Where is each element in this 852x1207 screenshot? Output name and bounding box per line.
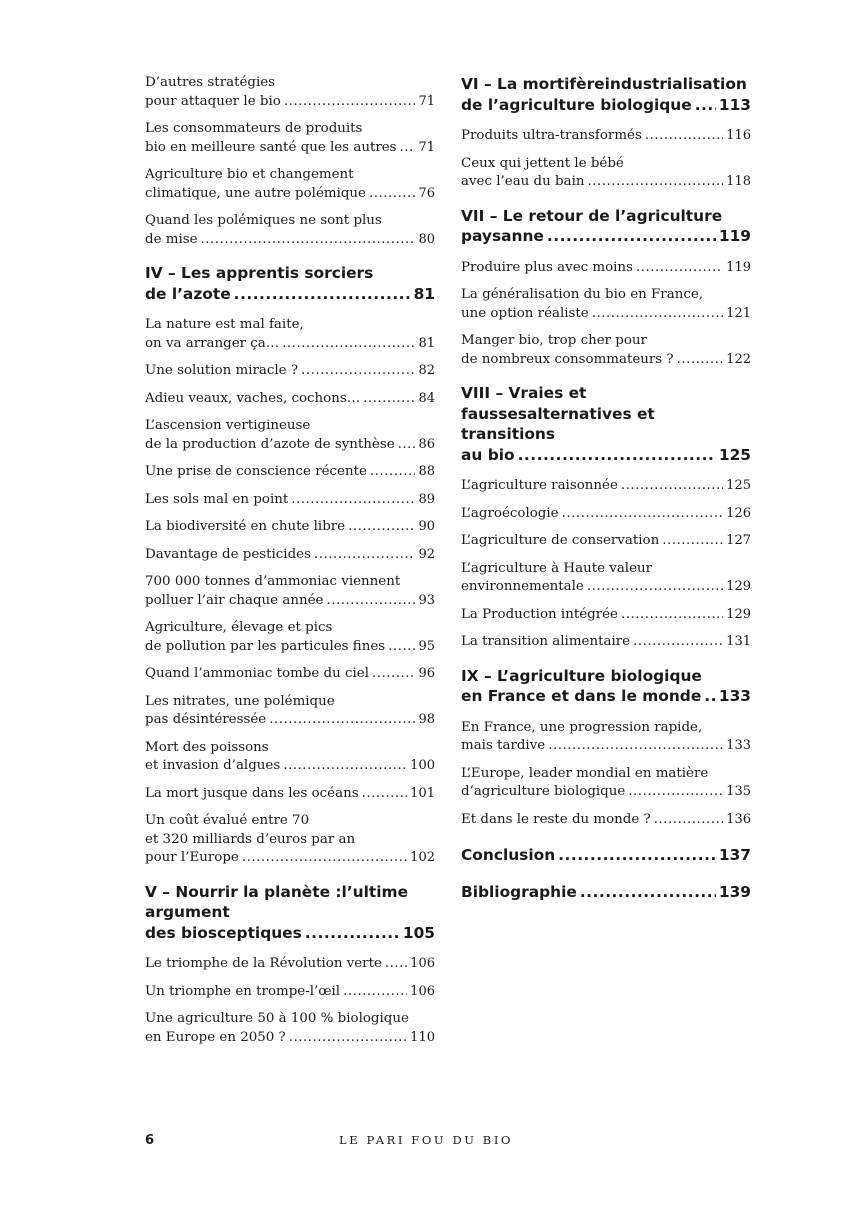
dot-leader <box>587 578 723 597</box>
toc-entry-line <box>145 546 435 565</box>
toc-page-number: 133 <box>718 687 751 705</box>
toc-left-column <box>145 74 435 1056</box>
toc-entry-line <box>461 633 751 652</box>
toc-entry-title-line: en France et dans le monde <box>461 687 702 705</box>
toc-page-number: 98 <box>418 712 435 727</box>
dot-leader <box>558 845 716 866</box>
toc-entry-title-line: Mort des poissons <box>145 739 269 755</box>
toc-entry-title-line: une option réaliste <box>461 305 589 321</box>
toc-page-number: 113 <box>718 95 751 114</box>
toc-entry <box>145 362 435 381</box>
toc-entry-line <box>461 259 751 278</box>
toc-entry-line <box>145 231 435 250</box>
toc-entry-line <box>461 95 751 116</box>
toc-page-number: 102 <box>410 850 435 865</box>
toc-entry <box>145 166 435 203</box>
toc-page-number: 71 <box>418 93 435 109</box>
toc-entry-line <box>145 463 435 482</box>
toc-entry-title-line: de l’azote <box>145 284 231 303</box>
toc-entry-title-line: climatique, une autre polémique <box>145 185 366 201</box>
dot-leader <box>388 638 415 657</box>
toc-page-number: 135 <box>726 784 751 799</box>
toc-entry-title-line: Agriculture, élevage et pics <box>145 620 333 635</box>
toc-entry <box>145 316 435 353</box>
toc-entry <box>145 693 435 730</box>
toc-entry-line <box>461 505 751 524</box>
toc-entry <box>145 463 435 482</box>
toc-entry <box>461 811 751 830</box>
toc-entry <box>461 606 751 625</box>
toc-page-number: 88 <box>418 464 435 479</box>
toc-entry-line <box>461 351 751 370</box>
toc-entry <box>145 518 435 537</box>
toc-entry-title-line: de pollution par les particules fines <box>145 638 386 654</box>
dot-leader <box>314 546 416 565</box>
toc-entry-title-line: Produire plus avec moins <box>461 259 633 275</box>
dot-leader <box>518 445 716 466</box>
toc-entry-title-line: La nature est mal faite, <box>145 317 304 332</box>
toc-entry-line <box>145 93 435 112</box>
toc-entry-title-line: Davantage de pesticides <box>145 546 311 562</box>
dot-leader <box>362 785 408 804</box>
dot-leader <box>645 127 723 146</box>
toc-page-number: 90 <box>418 519 435 534</box>
toc-entry-title-line: La biodiversité en chute libre <box>145 519 346 534</box>
toc-entry-line <box>145 362 435 381</box>
toc-entry-line <box>461 882 751 903</box>
toc-entry <box>145 665 435 684</box>
toc-entry-title-line: Conclusion <box>461 846 556 864</box>
toc-entry-title-line: La mort jusque dans les océans <box>145 785 359 801</box>
toc-entry-title-line: Adieu veaux, vaches, cochons… <box>145 390 361 406</box>
dot-leader <box>621 606 723 625</box>
toc-entry-title-line: La généralisation du bio en France, <box>461 287 703 302</box>
toc-chapter-heading <box>461 666 751 707</box>
toc-entry-title-line: V – Nourrir la planète : <box>145 882 342 901</box>
toc-entry-title-line: en Europe en 2050 ? <box>145 1029 286 1045</box>
toc-page-number: 106 <box>410 956 435 971</box>
dot-leader <box>348 518 415 537</box>
toc-entry-title-line: Un coût évalué entre 70 <box>145 813 310 828</box>
toc-entry-title-line: paysanne <box>461 227 544 245</box>
page-number: 6 <box>145 1133 155 1148</box>
toc-entry-title-line: pour l’Europe <box>145 850 239 865</box>
toc-entry-line <box>461 783 751 802</box>
toc-entry-title-line: IX – L’agriculture biologique <box>461 666 702 685</box>
dot-leader <box>284 93 416 112</box>
toc-page-number: 100 <box>410 758 435 773</box>
toc-entry-title-line: et 320 milliards d’euros par an <box>145 831 356 847</box>
toc-entry <box>461 633 751 652</box>
toc-page-number: 105 <box>402 923 435 942</box>
toc-chapter-heading <box>461 74 751 115</box>
dot-leader <box>704 686 716 707</box>
toc-entry-title-line: L’agriculture à Haute valeur <box>461 560 653 576</box>
toc-entry-title-line: D’autres stratégies <box>145 75 276 90</box>
toc-entry-title-line: VI – La mortifère <box>461 75 605 93</box>
toc-entry-line <box>461 686 751 707</box>
toc-page-number: 101 <box>410 785 435 801</box>
toc-entry <box>145 491 435 510</box>
toc-entry <box>461 532 751 551</box>
toc-entry-title-line: La transition alimentaire <box>461 634 631 649</box>
toc-entry <box>145 785 435 804</box>
dot-leader <box>291 491 415 510</box>
toc-page-number: 82 <box>418 363 435 378</box>
toc-entry-title-line: polluer l’air chaque année <box>145 592 324 608</box>
toc-page-number: 81 <box>413 284 435 303</box>
toc-entry-title-line: l’ultime argument <box>145 882 409 921</box>
toc-entry-title-line: de l’agriculture biologique <box>461 95 692 114</box>
toc-page-number: 89 <box>418 491 435 507</box>
toc-entry <box>461 155 751 192</box>
dot-leader <box>201 231 416 250</box>
toc-page-number: 92 <box>418 546 435 562</box>
toc-entry-title-line: des biosceptiques <box>145 923 302 942</box>
toc-page-number: 118 <box>726 174 751 189</box>
toc-entry-title-line: L’ascension vertigineuse <box>145 418 311 433</box>
toc-entry <box>145 983 435 1002</box>
dot-leader <box>695 95 716 116</box>
toc-entry <box>461 505 751 524</box>
toc-entry-title-line: Un triomphe en trompe-l’œil <box>145 983 341 999</box>
dot-leader <box>628 783 723 802</box>
toc-page-number: 129 <box>726 579 751 594</box>
toc-entry-line <box>145 592 435 611</box>
toc-page-number: 76 <box>418 185 435 201</box>
dot-leader <box>400 139 416 158</box>
dot-leader <box>587 173 723 192</box>
toc-page-number: 86 <box>418 436 435 452</box>
toc-entry-title-line: 700 000 tonnes d’ammoniac viennent <box>145 574 401 589</box>
toc-entry-line <box>145 284 435 305</box>
dot-leader <box>289 1029 407 1048</box>
dot-leader <box>548 737 723 756</box>
dot-leader <box>636 259 723 278</box>
toc-entry-line <box>145 757 435 776</box>
dot-leader <box>385 955 407 974</box>
toc-page-number: 127 <box>726 533 751 548</box>
toc-page-number: 122 <box>726 351 751 367</box>
toc-page-number: 125 <box>718 445 751 464</box>
toc-entry <box>145 812 435 868</box>
toc-entry <box>145 120 435 157</box>
dot-leader <box>369 185 415 204</box>
toc-entry-title-line: Produits ultra-transformés <box>461 128 642 143</box>
dot-leader <box>283 757 407 776</box>
toc-page-number: 119 <box>718 227 751 245</box>
toc-page-number: 125 <box>726 478 751 493</box>
toc-entry-title-line: et invasion d’algues <box>145 758 281 773</box>
toc-chapter-heading <box>461 383 751 465</box>
toc-entry-title-line: de nombreux consommateurs ? <box>461 351 674 367</box>
toc-entry-line <box>145 1029 435 1048</box>
toc-entry <box>145 1010 435 1047</box>
toc-page-number: 110 <box>410 1029 435 1045</box>
dot-leader <box>234 284 411 305</box>
toc-entry-title-line: pour attaquer le bio <box>145 93 281 109</box>
toc-entry-line <box>461 226 751 247</box>
toc-entry <box>145 955 435 974</box>
toc-entry-line <box>461 305 751 324</box>
toc-entry <box>461 286 751 323</box>
toc-chapter-heading <box>145 263 435 304</box>
dot-leader <box>547 226 716 247</box>
toc-page-number: 137 <box>718 846 751 864</box>
toc-entry <box>461 719 751 756</box>
toc-entry-line <box>461 845 751 866</box>
toc-entry-line <box>461 173 751 192</box>
toc-entry <box>461 332 751 369</box>
toc-entry-line <box>145 955 435 974</box>
toc-entry-title-line: VIII – Vraies et fausses <box>461 384 587 423</box>
toc-chapter-heading <box>145 882 435 944</box>
toc-entry-line <box>145 390 435 409</box>
dot-leader <box>580 882 716 903</box>
toc-entry-title-line: environnementale <box>461 579 584 594</box>
toc-entry-title-line: L’Europe, leader mondial en matière <box>461 765 709 781</box>
toc-entry-line <box>145 711 435 730</box>
toc-entry-line <box>145 335 435 354</box>
dot-leader <box>282 335 415 354</box>
toc-entry-line <box>461 477 751 496</box>
toc-page-number: 139 <box>718 882 751 901</box>
toc-page-number: 131 <box>726 634 751 649</box>
toc-entry-title-line: Quand les polémiques ne sont plus <box>145 213 382 228</box>
toc-page-number: 96 <box>418 666 435 681</box>
toc-entry-title-line: Agriculture bio et changement <box>145 167 354 182</box>
dot-leader <box>363 390 415 409</box>
toc-entry <box>461 259 751 278</box>
toc-page-number: 81 <box>418 335 435 351</box>
toc-entry-line <box>145 665 435 684</box>
toc-entry-line <box>145 139 435 158</box>
toc-entry-line <box>145 185 435 204</box>
dot-leader <box>677 351 724 370</box>
toc-entry-line <box>145 785 435 804</box>
toc-entry-title-line: IV – Les apprentis sorciers <box>145 264 374 282</box>
toc-entry-title-line: Quand l’ammoniac tombe du ciel <box>145 666 369 681</box>
dot-leader <box>662 532 723 551</box>
toc-page-number: 80 <box>418 231 435 247</box>
dot-leader <box>654 811 723 830</box>
toc-entry <box>145 546 435 565</box>
toc-section-heading <box>461 845 751 866</box>
toc-entry-title-line: Les sols mal en point <box>145 491 289 507</box>
toc-chapter-heading <box>461 206 751 247</box>
toc-entry-title-line: Une agriculture 50 à 100 % biologique <box>145 1011 409 1026</box>
toc-entry-title-line: Le triomphe de la Révolution verte <box>145 956 382 971</box>
dot-leader <box>242 849 407 868</box>
dot-leader <box>621 477 723 496</box>
toc-entry-line <box>145 983 435 1002</box>
toc-page-number: 129 <box>726 606 751 622</box>
toc-entry-title-line: bio en meilleure santé que les autres <box>145 139 397 155</box>
toc-entry-title-line: Ceux qui jettent le bébé <box>461 155 624 171</box>
toc-entry-line <box>145 491 435 510</box>
toc-entry <box>461 765 751 802</box>
toc-entry <box>145 619 435 656</box>
toc-entry-line <box>461 578 751 597</box>
toc-entry-line <box>145 518 435 537</box>
toc-entry-title-line: de la production d’azote de synthèse <box>145 436 395 452</box>
toc-entry-title-line: avec l’eau du bain <box>461 174 585 189</box>
dot-leader <box>305 923 400 944</box>
toc-page-number: 84 <box>418 390 435 406</box>
dot-leader <box>370 463 416 482</box>
toc-entry-title-line: alternatives et transitions <box>461 404 655 443</box>
running-title: LE PARI FOU DU BIO <box>338 1133 514 1147</box>
toc-entry-title-line: de mise <box>145 231 198 247</box>
toc-entry <box>461 560 751 597</box>
toc-entry-title-line: Les consommateurs de produits <box>145 121 363 136</box>
dot-leader <box>633 633 723 652</box>
toc-entry-title-line: au bio <box>461 445 515 464</box>
toc-page-number: 119 <box>726 259 751 275</box>
toc-entry-title-line: d’agriculture biologique <box>461 784 626 799</box>
toc-right-column <box>461 74 751 914</box>
dot-leader <box>398 436 416 455</box>
toc-entry-line <box>145 849 435 868</box>
toc-section-heading <box>461 882 751 903</box>
dot-leader <box>592 305 723 324</box>
toc-entry-line <box>461 811 751 830</box>
toc-entry <box>145 417 435 454</box>
toc-entry <box>461 477 751 496</box>
toc-entry-title-line: Et dans le reste du monde ? <box>461 811 651 827</box>
toc-entry-line <box>145 436 435 455</box>
toc-entry-line <box>145 638 435 657</box>
toc-entry-line <box>461 127 751 146</box>
toc-entry-title-line: Une solution miracle ? <box>145 363 299 378</box>
toc-entry <box>145 739 435 776</box>
toc-entry-line <box>461 445 751 466</box>
toc-page-number: 121 <box>726 305 751 321</box>
toc-entry-title-line: VII – Le retour de l’agriculture <box>461 206 723 225</box>
toc-entry-title-line: pas désintéressée <box>145 712 267 727</box>
toc-entry-title-line: Les nitrates, une polémique <box>145 693 335 709</box>
toc-page-number: 106 <box>410 983 435 999</box>
toc-entry <box>461 127 751 146</box>
toc-entry-line <box>461 606 751 625</box>
toc-entry-title-line: En France, une progression rapide, <box>461 719 703 735</box>
toc-entry-title-line: L’agroécologie <box>461 505 559 521</box>
toc-entry-line <box>461 532 751 551</box>
toc-entry-title-line: industrialisation <box>604 75 747 93</box>
dot-leader <box>372 665 415 684</box>
toc-entry-title-line: L’agriculture raisonnée <box>461 478 618 493</box>
dot-leader <box>343 983 407 1002</box>
toc-entry-title-line: Manger bio, trop cher pour <box>461 333 647 348</box>
toc-page-number: 71 <box>418 139 435 155</box>
toc-page-number: 116 <box>726 128 751 143</box>
toc-entry-title-line: mais tardive <box>461 738 546 753</box>
dot-leader <box>301 362 415 381</box>
toc-entry <box>145 573 435 610</box>
dot-leader <box>562 505 724 524</box>
toc-page-number: 136 <box>726 811 751 827</box>
toc-page-number: 95 <box>418 638 435 654</box>
toc-entry-title-line: Une prise de conscience récente <box>145 464 367 479</box>
toc-entry <box>145 74 435 111</box>
toc-entry-line <box>145 923 435 944</box>
toc-entry-title-line: on va arranger ça… <box>145 335 280 351</box>
toc-entry <box>145 212 435 249</box>
toc-entry-title-line: L’agriculture de conservation <box>461 533 660 548</box>
toc-entry <box>145 390 435 409</box>
toc-entry-line <box>461 737 751 756</box>
toc-page-number: 93 <box>418 592 435 608</box>
dot-leader <box>269 711 415 730</box>
toc-page-number: 133 <box>726 738 751 753</box>
dot-leader <box>326 592 415 611</box>
toc-entry-title-line: Bibliographie <box>461 882 577 901</box>
toc-entry-title-line: La Production intégrée <box>461 606 618 622</box>
toc-page-number: 126 <box>726 505 751 521</box>
